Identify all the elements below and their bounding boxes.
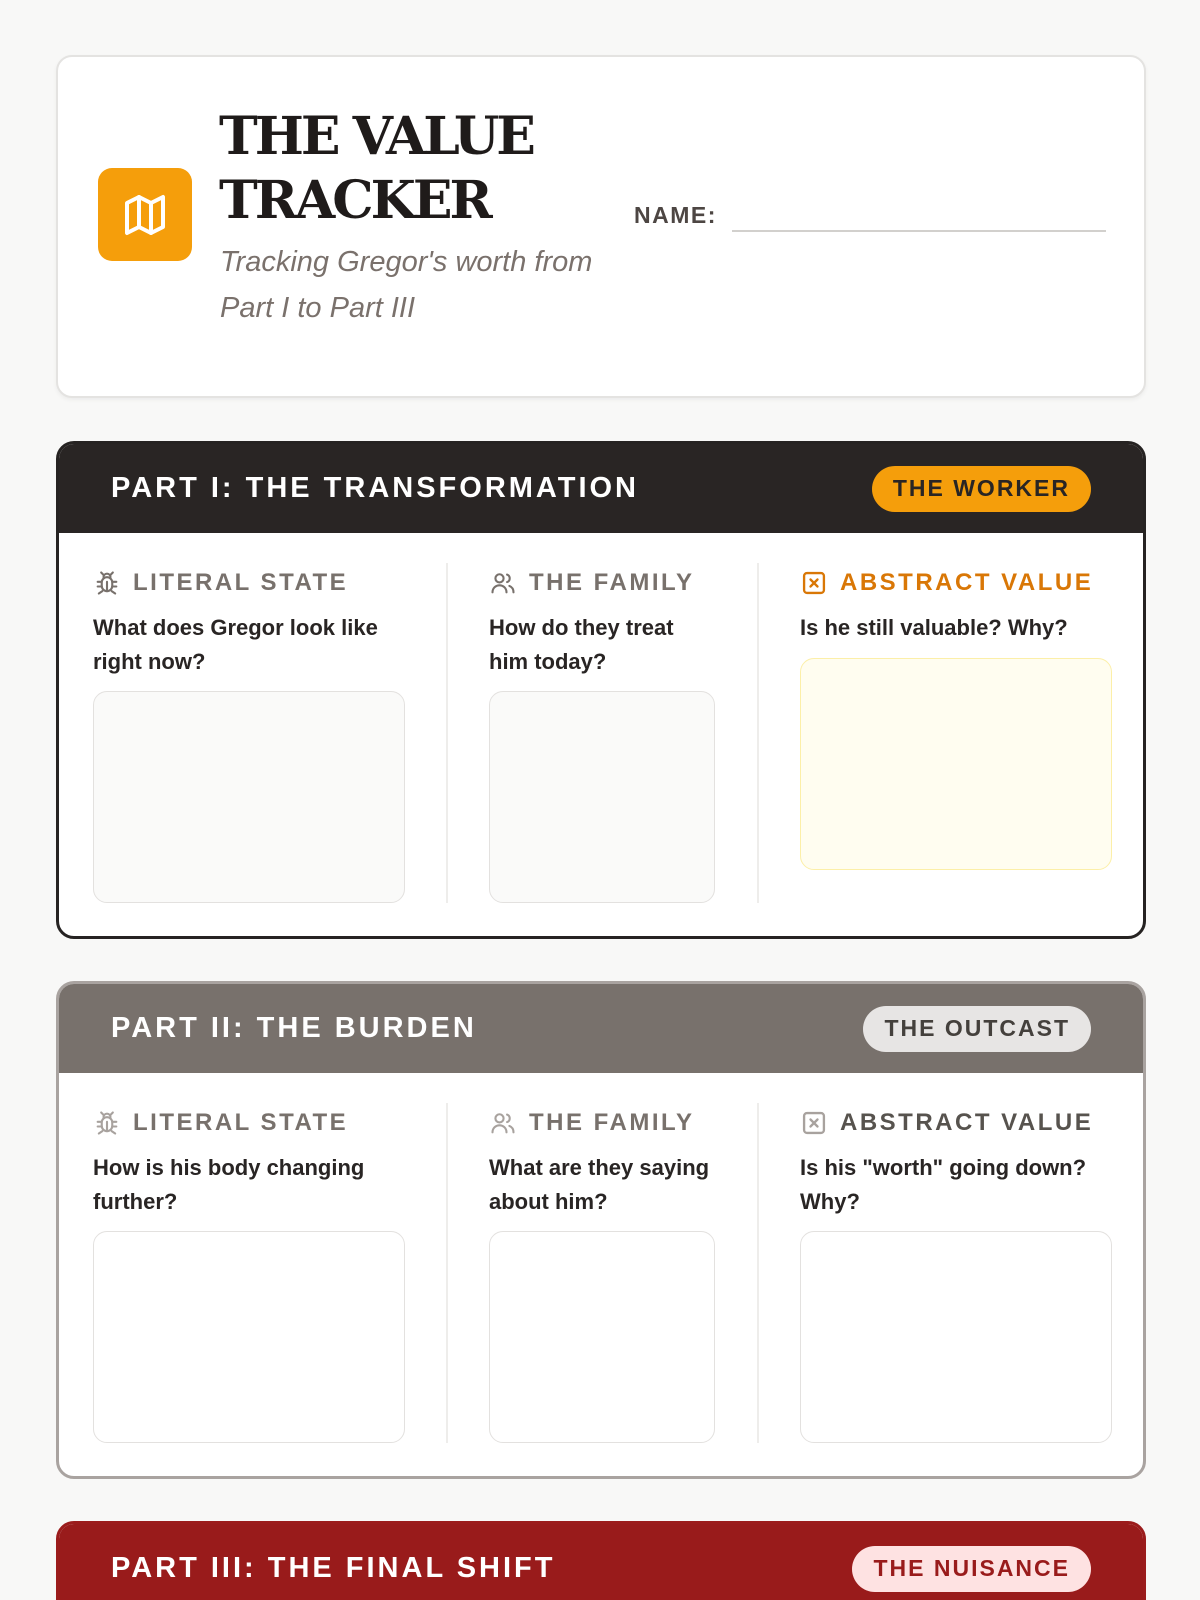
literal-state-question: What does Gregor look like right now? [93,615,378,674]
abstract-value-column [800,1073,1112,1479]
family-column [489,1073,715,1479]
literal-state-label: LITERAL STATE [133,1109,349,1136]
page-subtitle: Tracking Gregor's worth from Part I to Part III [220,246,593,324]
abstract-value-label: ABSTRACT VALUE [840,569,1094,596]
name-label: NAME: [634,202,717,228]
x-square-icon [800,569,828,597]
abstract-value-question: Is his "worth" going down? Why? [800,1155,1087,1214]
abstract-value-question: Is he still valuable? Why? [800,615,1068,640]
part-1-badge: THE WORKER [872,466,1091,512]
column-divider [446,1103,448,1443]
literal-state-answer-box[interactable] [93,691,405,903]
literal-state-column [93,1073,405,1479]
part-1-section [56,441,1146,939]
page-title: THE VALUE TRACKER [219,106,533,231]
part-2-section [56,981,1146,1479]
family-answer-box[interactable] [489,691,715,903]
family-label: THE FAMILY [529,1109,695,1136]
part-1-columns [59,533,1143,939]
part-2-header [59,984,1143,1073]
part-1-title: PART I: THE TRANSFORMATION [111,472,639,504]
part-3-section [56,1521,1146,1600]
part-2-badge: THE OUTCAST [863,1006,1091,1052]
part-2-columns [59,1073,1143,1479]
family-answer-box[interactable] [489,1231,715,1443]
part-3-title: PART III: THE FINAL SHIFT [111,1552,556,1584]
literal-state-heading [93,1109,348,1137]
users-icon [489,569,517,597]
family-label: THE FAMILY [529,569,695,596]
abstract-value-answer-box[interactable] [800,1231,1112,1443]
x-square-icon [800,1109,828,1137]
part-2-title: PART II: THE BURDEN [111,1012,477,1044]
header-card [56,55,1146,398]
literal-state-heading [93,569,348,597]
family-heading [489,569,694,597]
literal-state-column [93,533,405,939]
column-divider [446,563,448,903]
column-divider [757,563,759,903]
map-icon [121,191,169,239]
abstract-value-column [800,533,1112,939]
family-question: What are they saying about him? [489,1155,710,1214]
part-3-header [59,1524,1143,1600]
literal-state-answer-box[interactable] [93,1231,405,1443]
abstract-value-heading [800,569,1093,597]
part-1-header [59,444,1143,533]
family-column [489,533,715,939]
abstract-value-answer-box[interactable] [800,658,1112,870]
literal-state-label: LITERAL STATE [133,569,349,596]
column-divider [757,1103,759,1443]
family-heading [489,1109,694,1137]
family-question: How do they treat him today? [489,615,674,674]
bug-icon [93,1109,121,1137]
part-3-badge: THE NUISANCE [852,1546,1091,1592]
logo-badge [98,168,192,261]
literal-state-question: How is his body changing further? [93,1155,365,1214]
name-field[interactable] [732,230,1106,232]
bug-icon [93,569,121,597]
abstract-value-heading [800,1109,1093,1137]
abstract-value-label: ABSTRACT VALUE [840,1109,1094,1136]
users-icon [489,1109,517,1137]
